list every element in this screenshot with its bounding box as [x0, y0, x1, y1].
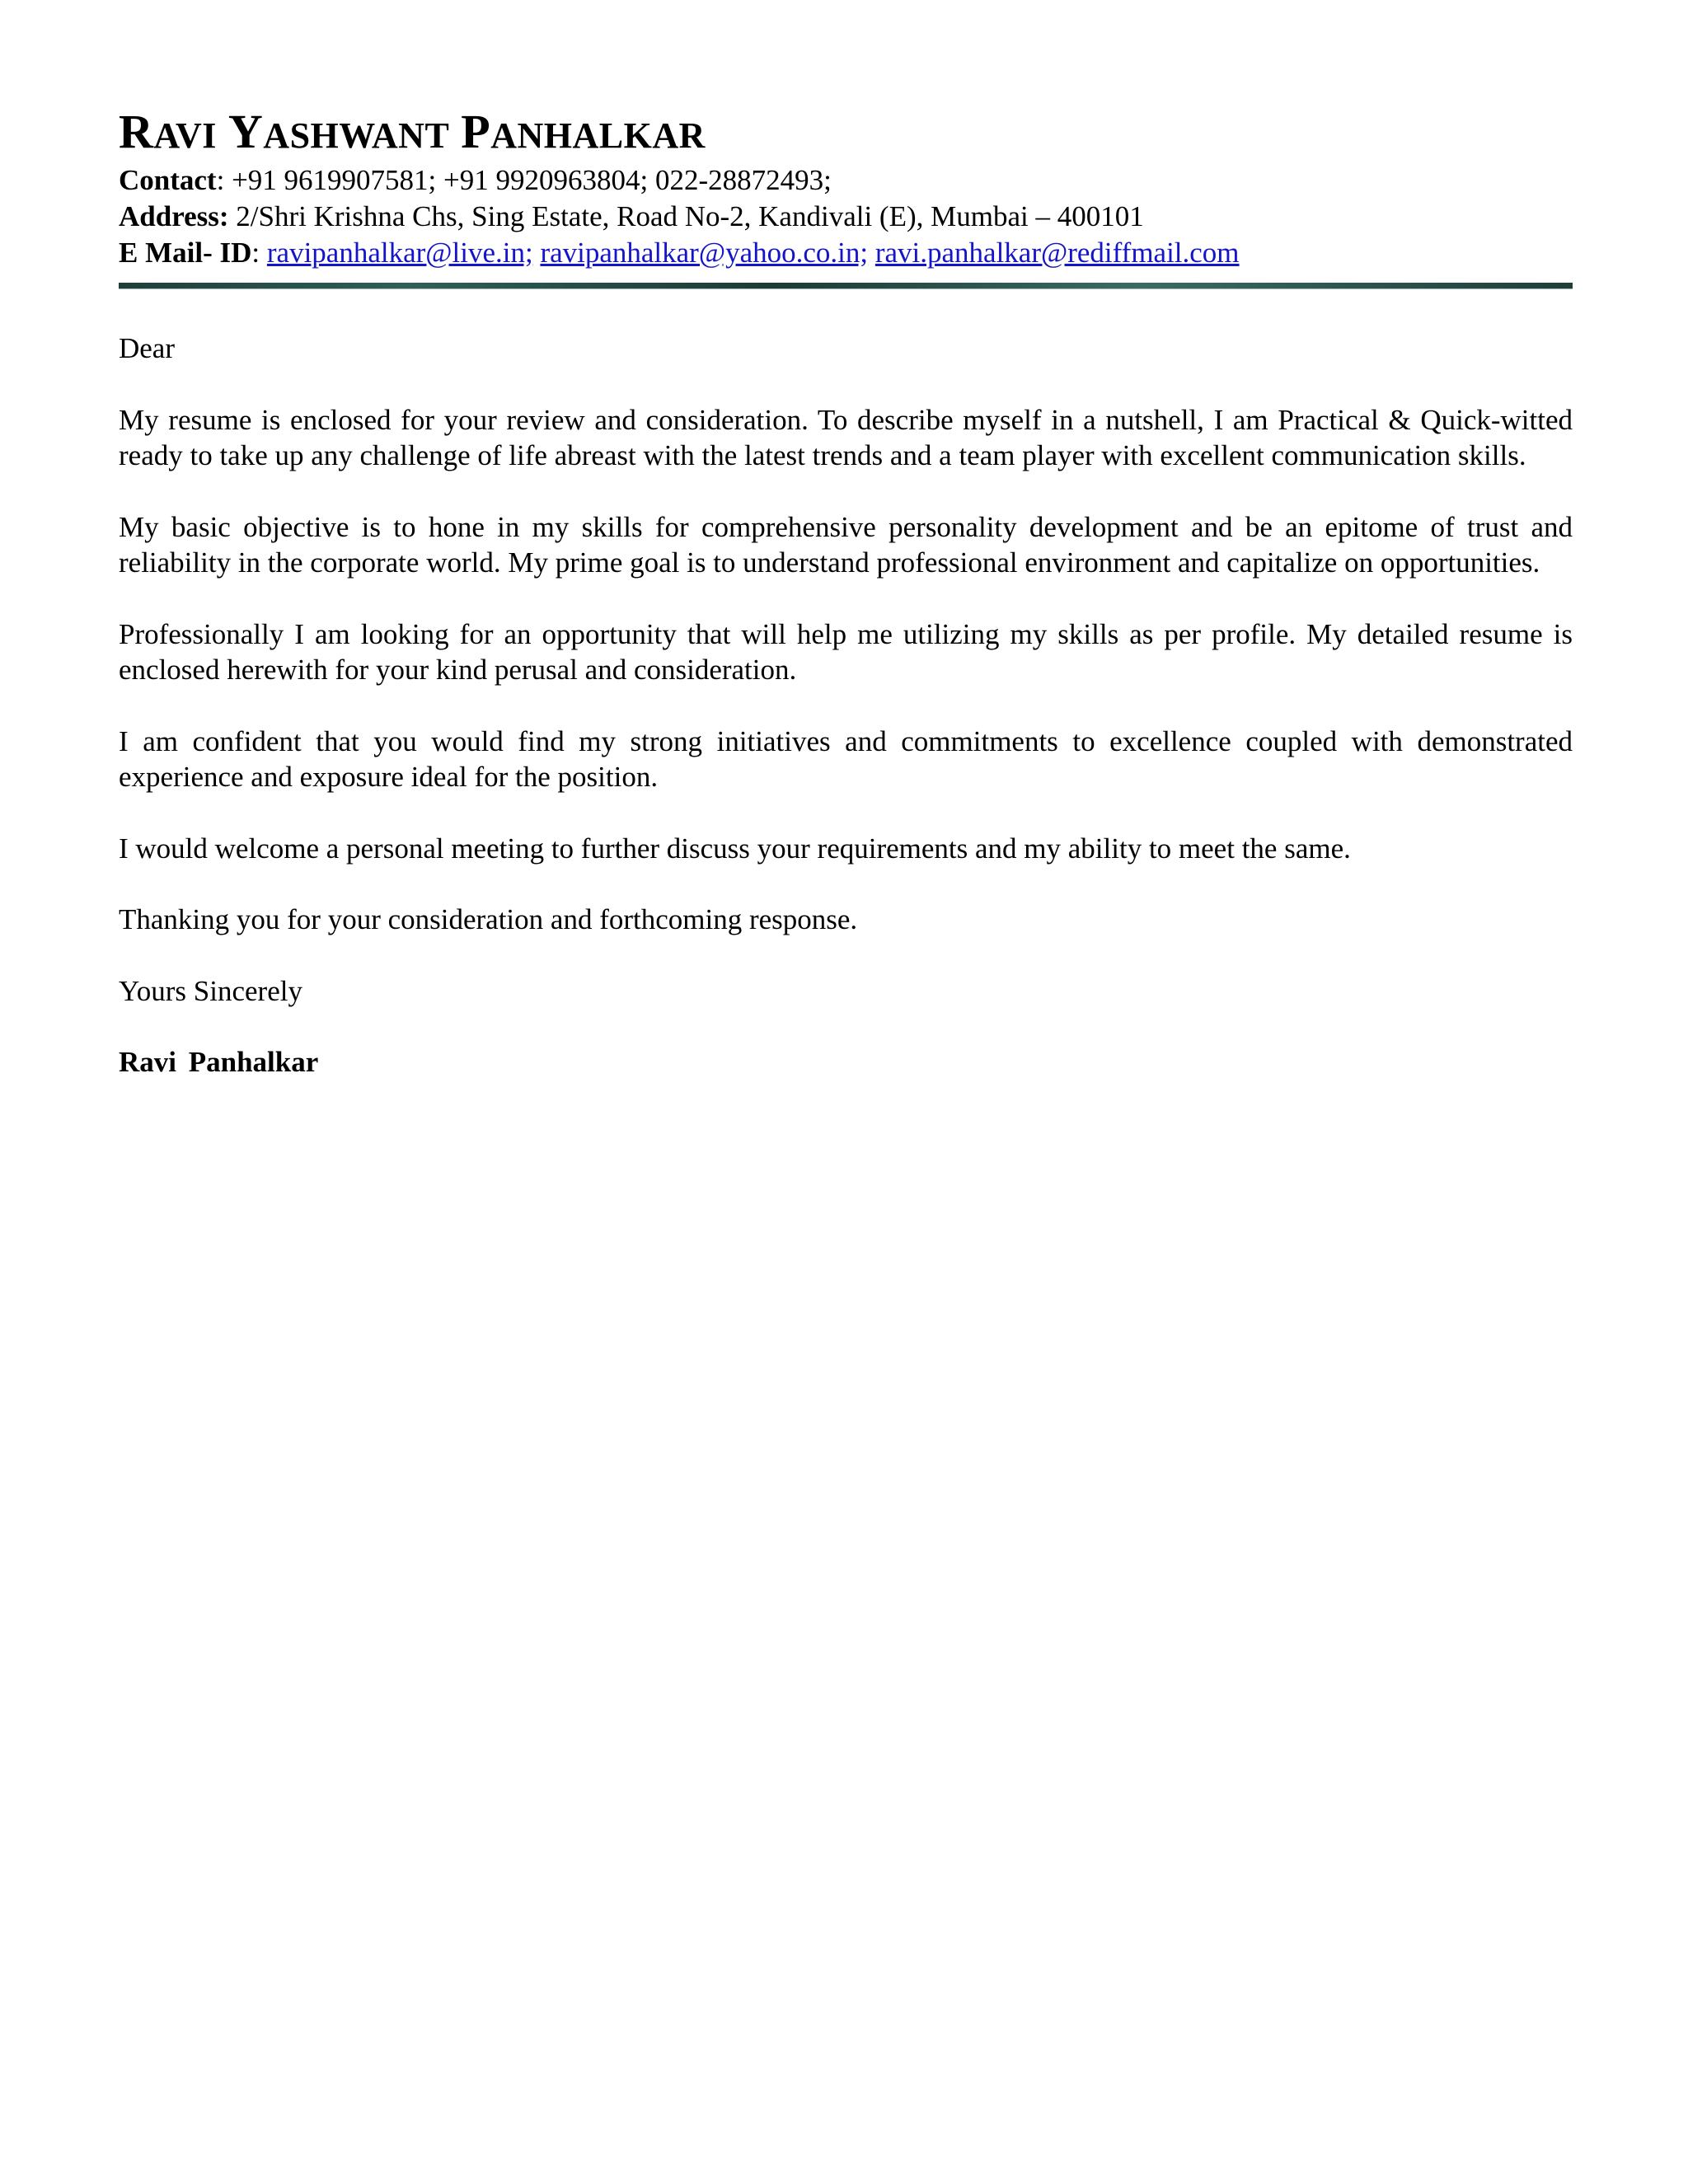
closing: Yours Sincerely [119, 974, 302, 1007]
salutation: Dear [119, 332, 176, 364]
letter-page [119, 105, 1573, 1116]
body-paragraph: I am confident that you would find my strong initiatives and commitments to excellence coupled with demonstrated experience and exposure ideal for the position. [119, 724, 1573, 793]
email-line [119, 235, 1573, 271]
body-paragraph: Professionally I am looking for an opportunity that will help me utilizing my skills as per profile. My detailed resume is enclosed herewith for your kind perusal and consideration. [119, 617, 1573, 686]
contact-label: Contact [119, 164, 217, 196]
address-label: Address: [119, 200, 229, 232]
email-link-live[interactable]: ravipanhalkar@live.in; [266, 237, 533, 269]
signature: Ravi Panhalkar [119, 1046, 319, 1078]
contact-value: : +91 9619907581; +91 9920963804; 022-28872493; [216, 164, 832, 196]
email-link-yahoo[interactable]: ravipanhalkar@yahoo.co.in; [540, 237, 869, 269]
letter-body [119, 330, 1573, 1080]
body-paragraph: Thanking you for your consideration and forthcoming response. [119, 903, 858, 935]
name-rest: ANHALKAR [490, 115, 706, 156]
email-label: E Mail- ID [119, 237, 252, 269]
applicant-name [119, 105, 1573, 162]
name-initial: Y [227, 105, 264, 158]
name-initial: R [119, 105, 154, 158]
name-initial: P [461, 105, 491, 158]
header-divider [119, 283, 1573, 289]
email-link-rediff[interactable]: ravi.panhalkar@rediffmail.com [874, 237, 1240, 269]
body-paragraph: I would welcome a personal meeting to further discuss your requirements and my ability to meet the same. [119, 832, 1351, 865]
email-separator: : [251, 237, 267, 269]
address-line [119, 199, 1573, 235]
name-rest: ASHWANT [263, 115, 450, 156]
name-rest: AVI [153, 115, 217, 156]
contact-line [119, 162, 1573, 199]
address-value: 2/Shri Krishna Chs, Sing Estate, Road No-2, Kandivali (E), Mumbai – 400101 [228, 200, 1144, 232]
body-paragraph: My basic objective is to hone in my skills for comprehensive personality development and be an epitome of trust and reliability in the corporate world. My prime goal is to understand professional environment and capitalize on opportunities. [119, 510, 1573, 579]
body-paragraph: My resume is enclosed for your review and consideration. To describe myself in a nutshell, I am Practical & Quick-witted ready to take up any challenge of life abreast with the latest trends and a team player with excellent communication skills. [119, 403, 1573, 471]
